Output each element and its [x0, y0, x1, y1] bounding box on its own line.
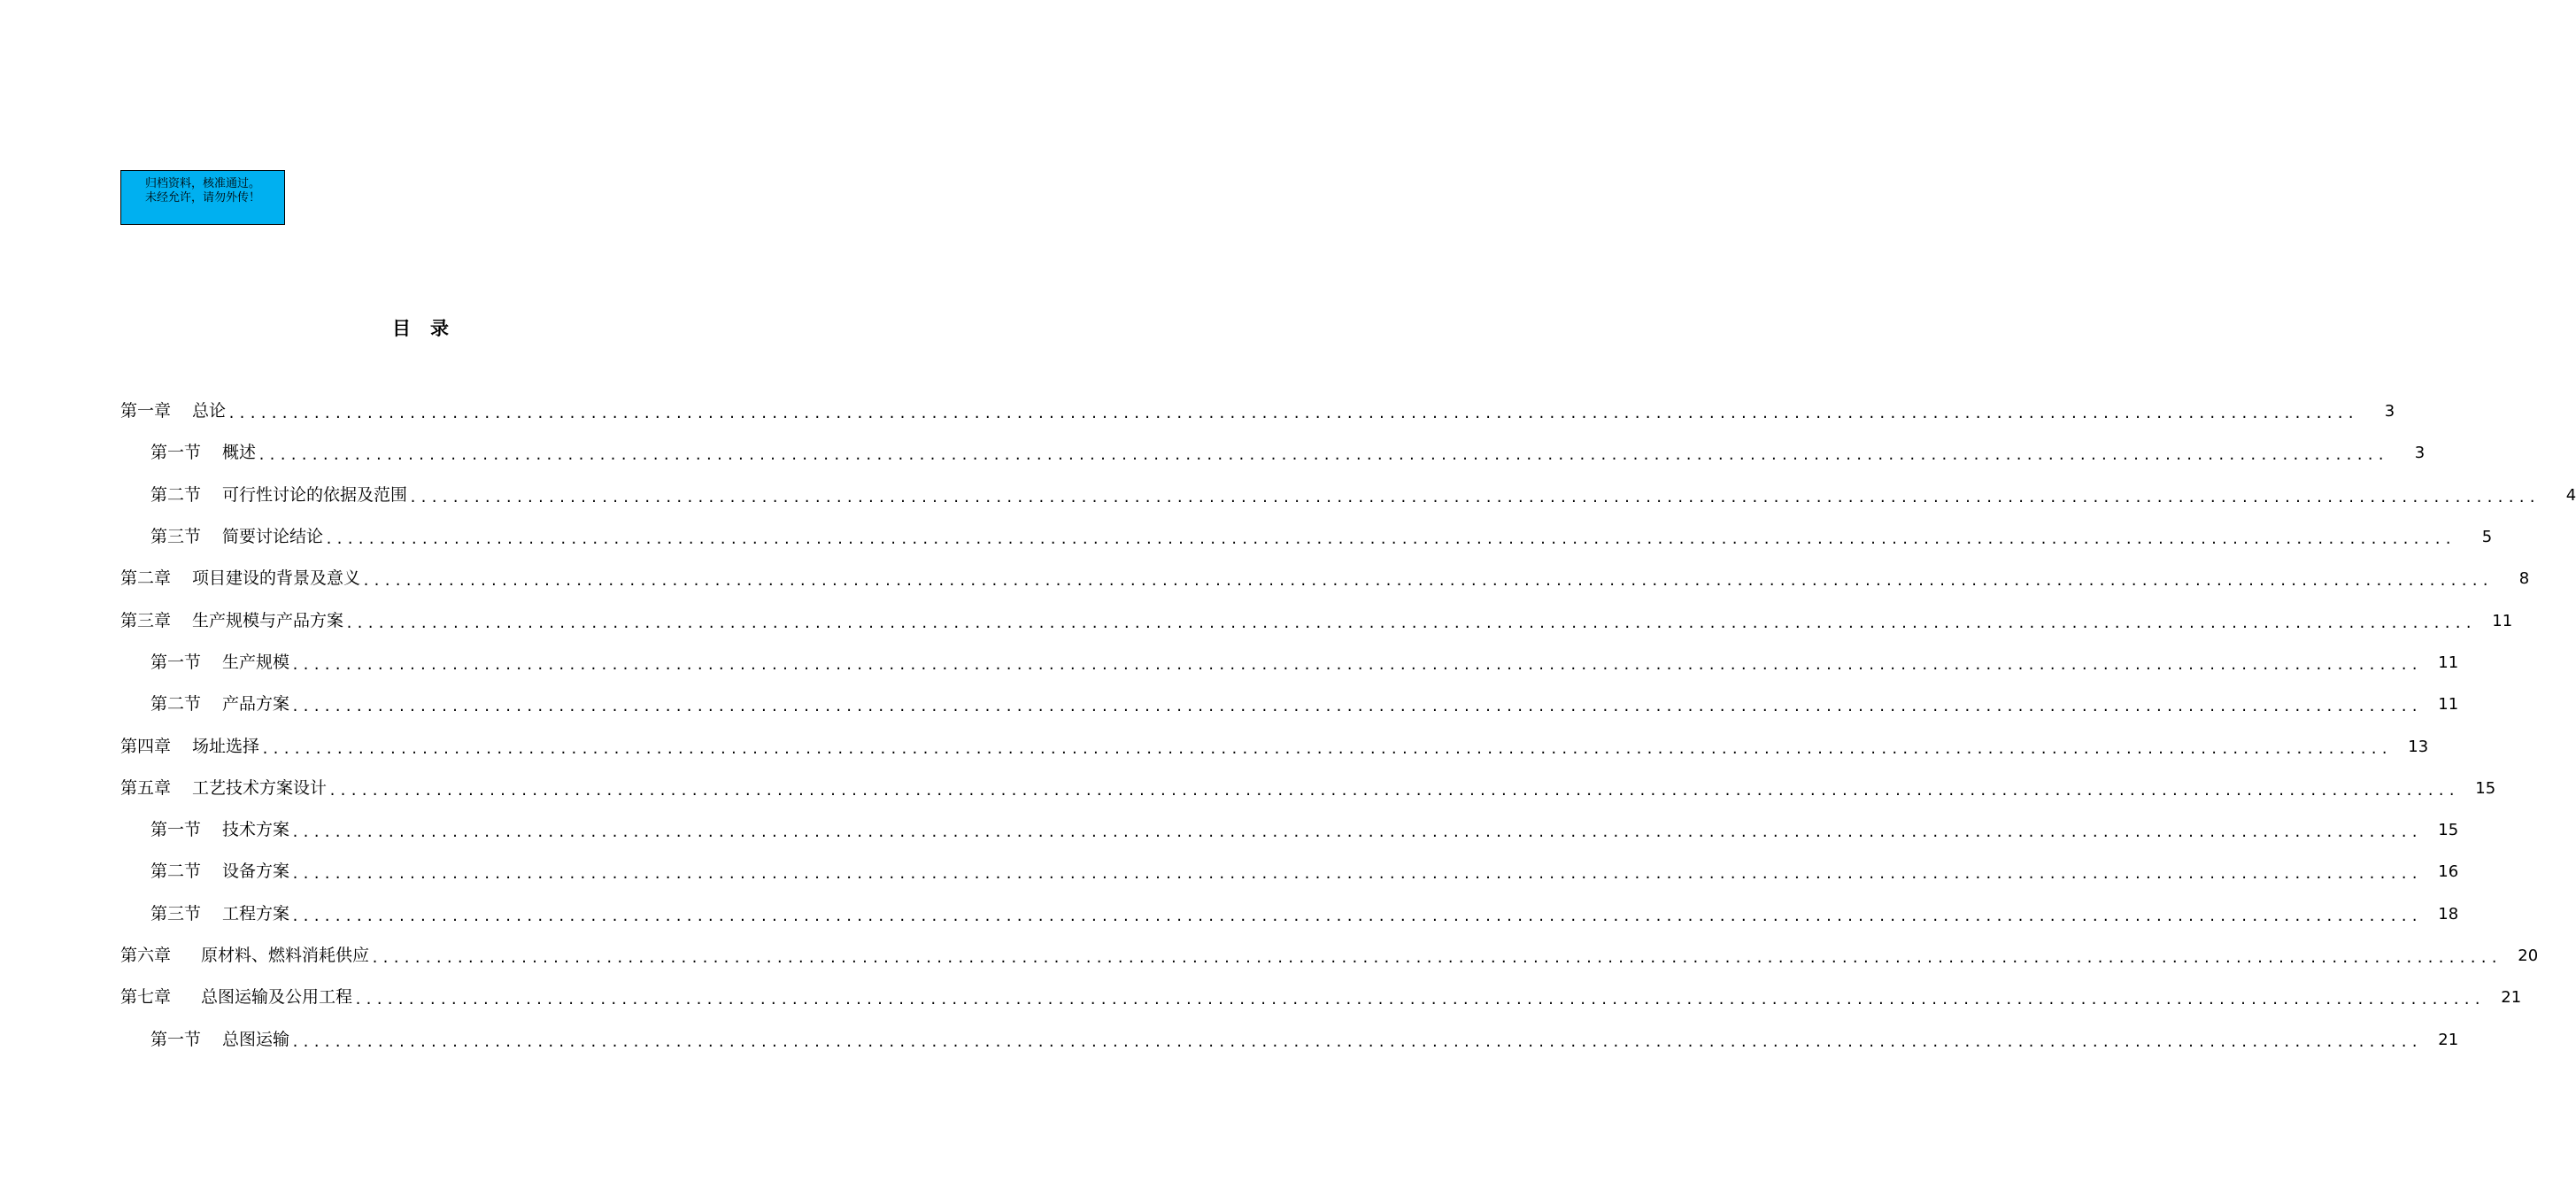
toc-entry-page: 21	[2501, 988, 2522, 1008]
toc-entry-page: 20	[2518, 947, 2539, 965]
toc-entry-title: 工程方案	[222, 903, 290, 923]
toc-entry-page: 3	[2384, 402, 2395, 421]
toc-list	[0, 390, 2576, 1061]
toc-entry[interactable]	[0, 432, 2426, 474]
toc-dot-leader: ........................................................................................................................................................................................................	[362, 573, 2493, 590]
toc-entry[interactable]	[0, 558, 2530, 599]
toc-entry-number: 第二节	[150, 862, 202, 882]
toc-entry[interactable]	[0, 642, 2459, 684]
toc-entry-number: 第三章	[120, 610, 172, 630]
toc-entry-page: 4	[2565, 485, 2576, 505]
toc-entry-title: 项目建设的背景及意义	[192, 568, 361, 589]
toc-entry[interactable]	[0, 1018, 2459, 1060]
toc-entry-number: 第二节	[150, 484, 202, 505]
toc-entry-page: 15	[2475, 778, 2496, 798]
toc-entry-title: 总图运输	[222, 1029, 290, 1049]
toc-entry-page: 18	[2438, 904, 2459, 923]
toc-entry-page: 13	[2408, 737, 2429, 756]
toc-entry[interactable]	[0, 725, 2429, 767]
toc-entry-number: 第五章	[120, 777, 172, 798]
toc-dot-leader: ........................................................................................................................................................................................................	[409, 489, 2540, 506]
toc-entry[interactable]	[0, 599, 2513, 641]
toc-entry-title: 技术方案	[222, 820, 290, 840]
toc-dot-leader: ........................................................................................................................................................................................................	[291, 908, 2422, 924]
toc-entry-page: 16	[2438, 862, 2459, 882]
toc-entry[interactable]	[0, 516, 2493, 558]
toc-entry[interactable]	[0, 935, 2539, 977]
toc-entry-page: 3	[2414, 444, 2426, 463]
toc-dot-leader: ........................................................................................................................................................................................................	[291, 699, 2422, 715]
toc-entry-title: 概述	[222, 443, 257, 463]
toc-entry-number: 第三节	[150, 903, 202, 923]
toc-entry-page: 15	[2438, 821, 2459, 840]
toc-entry-number: 第四章	[120, 736, 172, 756]
toc-dot-leader: ........................................................................................................................................................................................................	[291, 866, 2422, 883]
toc-entry[interactable]	[0, 893, 2459, 935]
toc-entry-page: 11	[2438, 695, 2459, 715]
toc-dot-leader: ........................................................................................................................................................................................................	[291, 824, 2422, 841]
stamp-line-1: 归档资料，核准通过。	[144, 177, 260, 190]
toc-entry-number: 第一节	[150, 443, 202, 463]
toc-entry-page: 11	[2438, 653, 2459, 672]
toc-entry[interactable]	[0, 475, 2576, 516]
toc-entry-title: 可行性讨论的依据及范围	[222, 484, 408, 505]
archive-stamp	[120, 170, 285, 225]
toc-entry-title: 简要讨论结论	[222, 527, 324, 547]
toc-dot-leader: ........................................................................................................................................................................................................	[345, 614, 2476, 631]
toc-dot-leader: ........................................................................................................................................................................................................	[228, 406, 2358, 422]
toc-title-part-2: 录	[430, 318, 449, 339]
toc-entry-number: 第一节	[150, 652, 202, 672]
toc-entry-page: 5	[2481, 528, 2493, 547]
toc-title-part-1: 目	[392, 318, 411, 339]
toc-entry-number: 第二节	[150, 694, 202, 715]
toc-entry-page: 21	[2438, 1030, 2459, 1049]
toc-entry-page: 8	[2518, 569, 2530, 589]
toc-entry[interactable]	[0, 809, 2459, 851]
toc-entry-number: 第一节	[150, 820, 202, 840]
toc-entry-title: 总图运输及公用工程	[201, 987, 353, 1008]
toc-dot-leader: ........................................................................................................................................................................................................	[258, 447, 2388, 464]
toc-entry-title: 总论	[192, 401, 227, 421]
toc-entry-title: 场址选择	[192, 736, 260, 756]
toc-entry[interactable]	[0, 851, 2459, 892]
toc-entry-title: 原材料、燃料消耗供应	[201, 946, 370, 965]
toc-entry-page: 11	[2492, 611, 2513, 630]
toc-entry-number: 第二章	[120, 568, 172, 589]
toc-entry-title: 生产规模与产品方案	[192, 610, 344, 630]
toc-dot-leader: ........................................................................................................................................................................................................	[291, 1033, 2422, 1050]
toc-entry-number: 第七章	[120, 987, 172, 1008]
toc-entry-number: 第一章	[120, 401, 172, 421]
toc-entry[interactable]	[0, 390, 2395, 432]
toc-entry-title: 产品方案	[222, 694, 290, 715]
toc-entry[interactable]	[0, 768, 2496, 809]
toc-dot-leader: ........................................................................................................................................................................................................	[325, 531, 2456, 548]
toc-entry-title: 工艺技术方案设计	[192, 777, 328, 798]
toc-dot-leader: ........................................................................................................................................................................................................	[354, 992, 2485, 1008]
toc-entry[interactable]	[0, 684, 2459, 725]
stamp-line-2: 未经允许，请勿外传！	[144, 191, 260, 205]
toc-dot-leader: ........................................................................................................................................................................................................	[261, 740, 2392, 757]
toc-entry-number: 第六章	[120, 946, 172, 965]
toc-dot-leader: ........................................................................................................................................................................................................	[291, 656, 2422, 673]
toc-entry-title: 设备方案	[222, 862, 290, 882]
toc-entry[interactable]	[0, 977, 2522, 1018]
toc-entry-title: 生产规模	[222, 652, 290, 672]
toc-entry-number: 第三节	[150, 527, 202, 547]
toc-dot-leader: ........................................................................................................................................................................................................	[328, 782, 2459, 799]
toc-entry-number: 第一节	[150, 1029, 202, 1049]
toc-dot-leader: ........................................................................................................................................................................................................	[371, 950, 2502, 966]
toc-title	[0, 314, 841, 341]
